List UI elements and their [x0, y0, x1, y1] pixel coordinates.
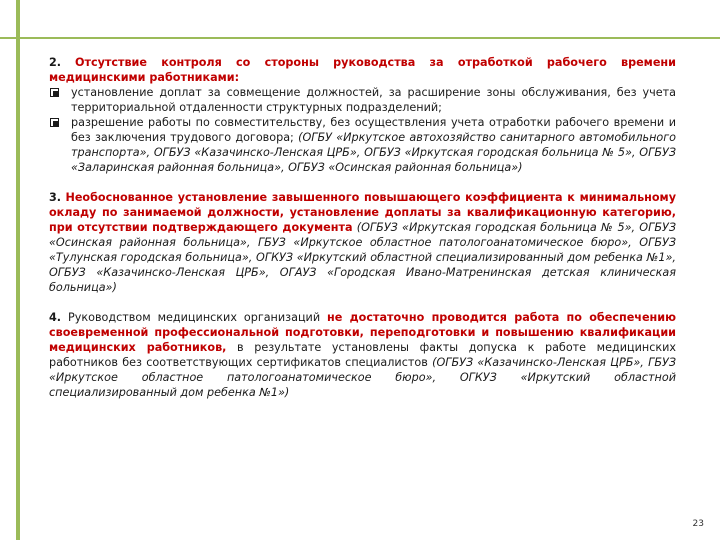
section-2: [49, 55, 676, 175]
section-intro-text: Руководством медицинских организаций: [67, 311, 321, 324]
section-heading-text: Отсутствие контроля со стороны руководства за отработкой рабочего времени медицинскими работниками:: [49, 56, 676, 84]
section-heading-text: не достаточно проводится работа по обеспечению своевременной профессиональной подготовки, переподготовки и повышению квалификации медицинских работников,: [49, 311, 676, 354]
section-number: 3.: [49, 191, 62, 204]
section-3: [49, 190, 676, 295]
section-2-heading: [49, 55, 676, 85]
checkbox-bullet-icon: [50, 88, 59, 97]
list-item-text: установление доплат за совмещение должностей, за расширение зоны обслуживания, без учета территориальной отдаленности структурных подразделений;: [71, 86, 676, 114]
slide-content: [49, 55, 676, 415]
slide-number: 23: [692, 519, 704, 529]
section-4-paragraph: [49, 310, 676, 400]
checkbox-bullet-icon: [50, 118, 59, 127]
section-3-paragraph: [49, 190, 676, 295]
section-body-text: в результате установлены факты допуска к работе медицинских работников без соответствующих сертификатов специалистов: [49, 341, 677, 369]
section-note: (ОГБУЗ «Казачинско-Ленская ЦРБ», ГБУЗ «Иркутское областное патологоанатомическое бюро», ОГКУЗ «Иркутский областной специализированный дом ребенка №1»): [49, 356, 676, 399]
section-number: 4.: [49, 311, 62, 324]
list-item-text: разрешение работы по совместительству, без осуществления учета отработки рабочего времени и без заключения трудового договора;: [71, 116, 676, 144]
accent-horizontal-line: [0, 37, 720, 39]
section-heading-text: Необоснованное установление завышенного повышающего коэффициента к минимальному окладу по занимаемой должности, установление доплаты за квалификационную категорию, при отсутствии подтверждающего документа: [49, 191, 676, 234]
accent-vertical-bar: [16, 0, 20, 540]
list-item-note: (ОГБУ «Иркутское автохозяйство санитарного автомобильного транспорта», ОГБУЗ «Казачинско-Ленская ЦРБ», ОГБУЗ «Иркутская городская больница № 5», ОГБУЗ «Заларинская районная больница», ОГБУЗ «Осинская районная больница»): [71, 131, 676, 174]
list-item: [49, 115, 676, 175]
section-4: [49, 310, 676, 400]
section-note: (ОГБУЗ «Иркутская городская больница № 5», ОГБУЗ «Осинская районная больница», ГБУЗ «Иркутское областное патологоанатомическое бюро», ОГБУЗ «Тулунская городская больница», ОГКУЗ «Иркутский областной специализированный дом ребенка №1», ОГБУЗ «Казачинско-Ленская ЦРБ», ОГАУЗ «Городская Ивано-Матренинская детская клиническая больница»): [49, 221, 676, 294]
section-number: 2.: [49, 56, 62, 69]
list-item: [49, 85, 676, 115]
